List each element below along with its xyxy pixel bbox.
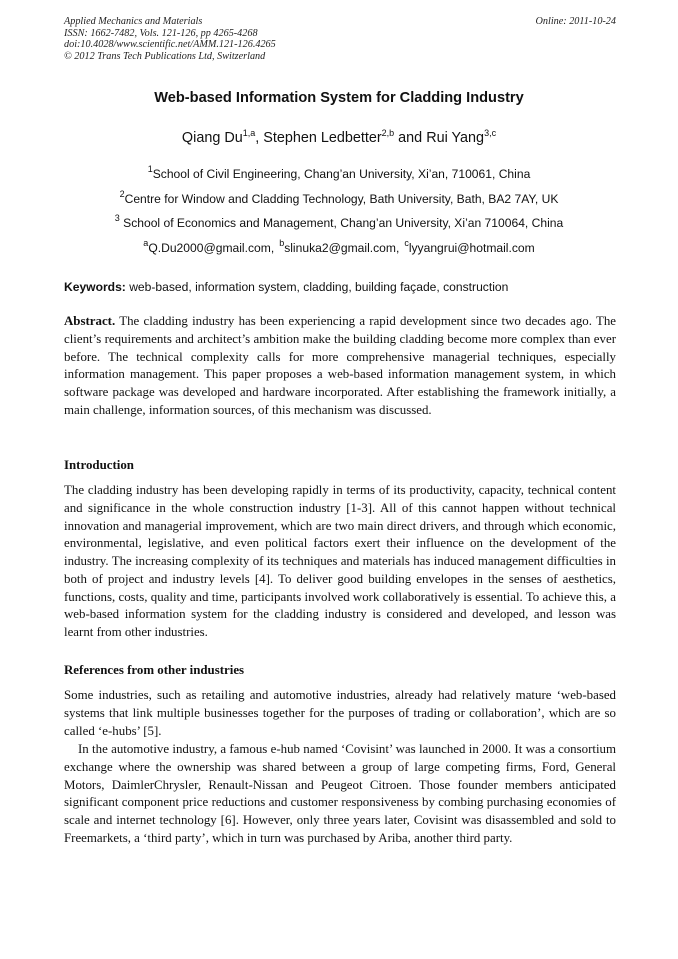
copyright-line: © 2012 Trans Tech Publications Ltd, Switzerland xyxy=(64,50,266,62)
author-affiliation-mark: 2,b xyxy=(381,128,395,138)
section-heading-references: References from other industries xyxy=(64,663,245,677)
issn-line: ISSN: 1662-7482, Vols. 121-126, pp 4265-4268 xyxy=(64,27,258,39)
abstract-paragraph xyxy=(64,313,616,420)
keywords-text: web-based, information system, cladding, building façade, construction xyxy=(125,280,509,294)
section-heading-introduction: Introduction xyxy=(64,458,134,472)
email-c[interactable] xyxy=(404,238,535,255)
abstract-label: Abstract. xyxy=(64,314,116,328)
references-paragraph-2: In the automotive industry, a famous e-hub named ‘Covisint’ was launched in 2000. It was a consortium exchange where the ownership was shared between a group of large competing firms, Ford, General Motors, DaimlerChrysler, Renault-Nissan and Peugeot Citroen. Those founder members anticipated significant component price reductions and customer responsiveness by combing purchasing economies of scale and internet technology [6]. However, only three years later, Covisint was disassembled and sold to Freemarkets, a ‘third party’, which in turn was purchased by Ariba, another third party. xyxy=(64,742,616,845)
email-mark: c xyxy=(404,238,409,248)
email-b[interactable] xyxy=(279,238,400,255)
journal-name: Applied Mechanics and Materials xyxy=(64,16,203,27)
affiliation-text: School of Civil Engineering, Chang’an University, Xi’an, 710061, China xyxy=(152,167,531,181)
author-name: Qiang Du xyxy=(181,130,243,146)
email-address: slinuka2@gmail.com, xyxy=(284,241,400,255)
author-name: Rui Yang xyxy=(426,130,485,146)
online-date: Online: 2011-10-24 xyxy=(535,16,616,27)
paper-title: Web-based Information System for Cladding Industry xyxy=(154,90,524,106)
affiliation-mark: 3 xyxy=(114,213,120,223)
author-separator: , xyxy=(255,130,264,146)
affiliation-text: School of Economics and Management, Chang’an University, Xi’an 710064, China xyxy=(119,216,564,230)
author-conjunction: and xyxy=(394,130,427,146)
affiliation-2 xyxy=(0,189,678,206)
affiliation-1 xyxy=(0,164,678,181)
page-header xyxy=(64,16,616,62)
affiliation-text: Centre for Window and Cladding Technology, Bath University, Bath, BA2 7AY, UK xyxy=(124,192,559,206)
references-paragraph-1: Some industries, such as retailing and automotive industries, already had relatively mature ‘web-based systems that link multiple businesses together for the purposes of trading or collaboration’, which are so called ‘e-hubs’ [5]. xyxy=(64,688,616,738)
abstract-text: The cladding industry has been experiencing a rapid development since two decades ago. The client’s requirements and architect’s ambition make the building cladding become more complex than ever before. The technical complexity calls for more comprehensive managerial techniques, especially information management. This paper proposes a web-based information management system, in which software package was developed and hardware incorporated. After establishing the framework initially, a main challenge, information sources, of this mechanism was discussed. xyxy=(64,314,616,417)
keywords-line xyxy=(64,280,616,294)
keywords-label: Keywords: xyxy=(64,280,126,294)
affiliation-3 xyxy=(0,213,678,230)
affiliation-mark: 1 xyxy=(147,164,153,174)
email-address: Q.Du2000@gmail.com, xyxy=(148,241,275,255)
introduction-paragraph: The cladding industry has been developing rapidly in terms of its productivity, capacity, technical content and significance in the whole construction industry [1-3]. All of this cannot happen without technical innovation and managerial improvement, which are two main direct drivers, and through which economic, environmental, legislative, and even political factors exert their influence on the development of the industry. The increasing complexity of its techniques and materials has induced management difficulties in both of project and industry levels [4]. To deliver good building envelopes in the senses of aesthetics, functions, costs, quality and time, participants involved work collaboratively is essential. To achieve this, a web-based information system for the cladding industry is considered and developed, and lesson was learnt from other industries. xyxy=(64,483,616,639)
affiliation-mark: 2 xyxy=(119,189,125,199)
author-name: Stephen Ledbetter xyxy=(263,130,382,146)
email-list xyxy=(0,238,678,255)
doi-line: doi:10.4028/www.scientific.net/AMM.121-126.4265 xyxy=(64,39,276,51)
email-mark: b xyxy=(279,238,285,248)
email-mark: a xyxy=(143,238,149,248)
author-affiliation-mark: 1,a xyxy=(242,128,256,138)
author-affiliation-mark: 3,c xyxy=(484,128,497,138)
author-list xyxy=(0,130,678,146)
email-a[interactable] xyxy=(143,238,275,255)
email-address: lyyangrui@hotmail.com xyxy=(408,241,535,255)
